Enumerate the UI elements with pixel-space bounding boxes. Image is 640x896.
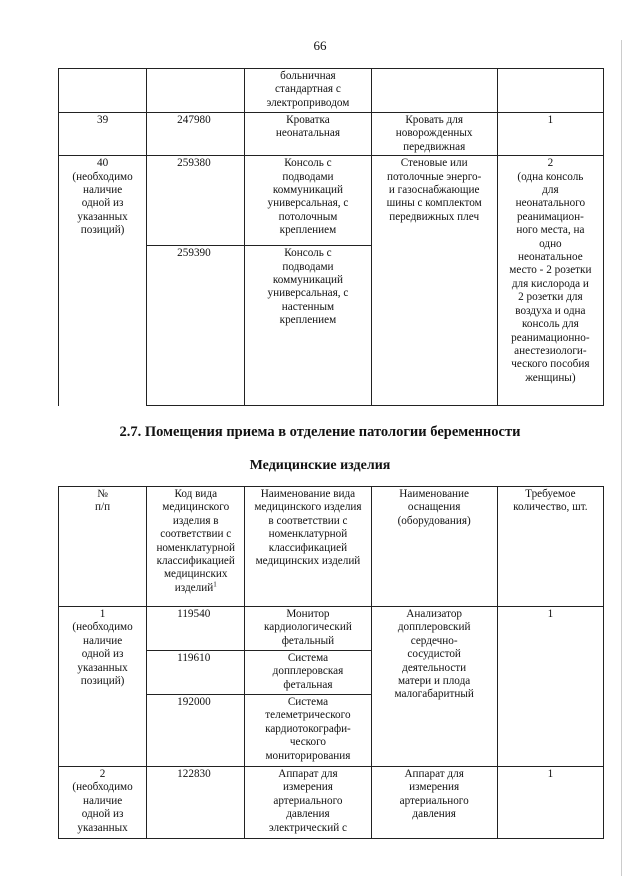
row-number-cell	[59, 69, 147, 113]
header-number: № п/п	[59, 487, 147, 607]
equipment-cell	[371, 69, 497, 113]
device-name-cell: Монитор кардиологический фетальный	[245, 607, 371, 651]
table-header-row	[59, 487, 604, 607]
quantity-cell	[497, 69, 603, 113]
header-device-name: Наименование вида медицинского изделия в соответствии с номенклатурной классификацией медицинских изделий	[245, 487, 371, 607]
equipment-cell: Аппарат для измерения артериального давления	[371, 767, 497, 839]
subsection-title: Медицинские изделия	[249, 458, 391, 473]
device-name-cell: Система телеметрического кардиотокографи- ческого мониторирования	[245, 695, 371, 767]
device-name-cell: Консоль с подводами коммуникаций универсальная, с настенным креплением	[245, 246, 371, 406]
device-name-cell: Система допплеровская фетальная	[245, 651, 371, 695]
quantity-cell: 2 (одна консоль для неонатального реанимацион- ного места, на одно неонатальное место - 2 розетки для кислорода и 2 розетки для воздуха и одна консоль для реанимационно- анестезиологи- ческого пособия женщины)	[497, 156, 603, 406]
medical-devices-table	[58, 486, 604, 839]
equipment-cell: Кровать для новорожденных передвижная	[371, 113, 497, 156]
quantity-cell: 1	[497, 113, 603, 156]
header-code-text: Код вида медицинского изделия в соответствии с номенклатурной классификацией медицинских изделий	[156, 488, 236, 594]
table-row	[59, 113, 604, 156]
code-cell: 122830	[147, 767, 245, 839]
header-equipment: Наименование оснащения (оборудования)	[371, 487, 497, 607]
equipment-cell: Стеновые или потолочные энерго- и газоснабжающие шины с комплектом передвижных плеч	[371, 156, 497, 406]
device-name-cell: Консоль с подводами коммуникаций универсальная, с потолочным креплением	[245, 156, 371, 246]
device-name-cell: Аппарат для измерения артериального давления электрический с	[245, 767, 371, 839]
code-cell: 119540	[147, 607, 245, 651]
header-code	[147, 487, 245, 607]
table-row	[59, 69, 604, 113]
code-cell: 259380	[147, 156, 245, 246]
code-cell: 247980	[147, 113, 245, 156]
quantity-cell: 1	[497, 767, 603, 839]
code-cell	[147, 69, 245, 113]
table-row	[59, 767, 604, 839]
section-title: 2.7. Помещения приема в отделение патологии беременности	[119, 424, 521, 440]
header-quantity: Требуемое количество, шт.	[497, 487, 603, 607]
top-equipment-table	[58, 68, 604, 406]
row-number-cell: 40 (необходимо наличие одной из указанных позиций)	[59, 156, 147, 406]
row-number-cell: 2 (необходимо наличие одной из указанных	[59, 767, 147, 839]
quantity-cell: 1	[497, 607, 603, 767]
table-row	[59, 156, 604, 246]
code-cell: 119610	[147, 651, 245, 695]
row-number-cell: 39	[59, 113, 147, 156]
row-number-cell: 1 (необходимо наличие одной из указанных позиций)	[59, 607, 147, 767]
device-name-cell: больничная стандартная с электроприводом	[245, 69, 371, 113]
page-number: 66	[313, 38, 327, 53]
equipment-cell: Анализатор допплеровский сердечно- сосудистой деятельности матери и плода малогабаритный	[371, 607, 497, 767]
footnote-marker: 1	[213, 580, 217, 589]
code-cell: 192000	[147, 695, 245, 767]
device-name-cell: Кроватка неонатальная	[245, 113, 371, 156]
code-cell: 259390	[147, 246, 245, 406]
table-row	[59, 607, 604, 651]
